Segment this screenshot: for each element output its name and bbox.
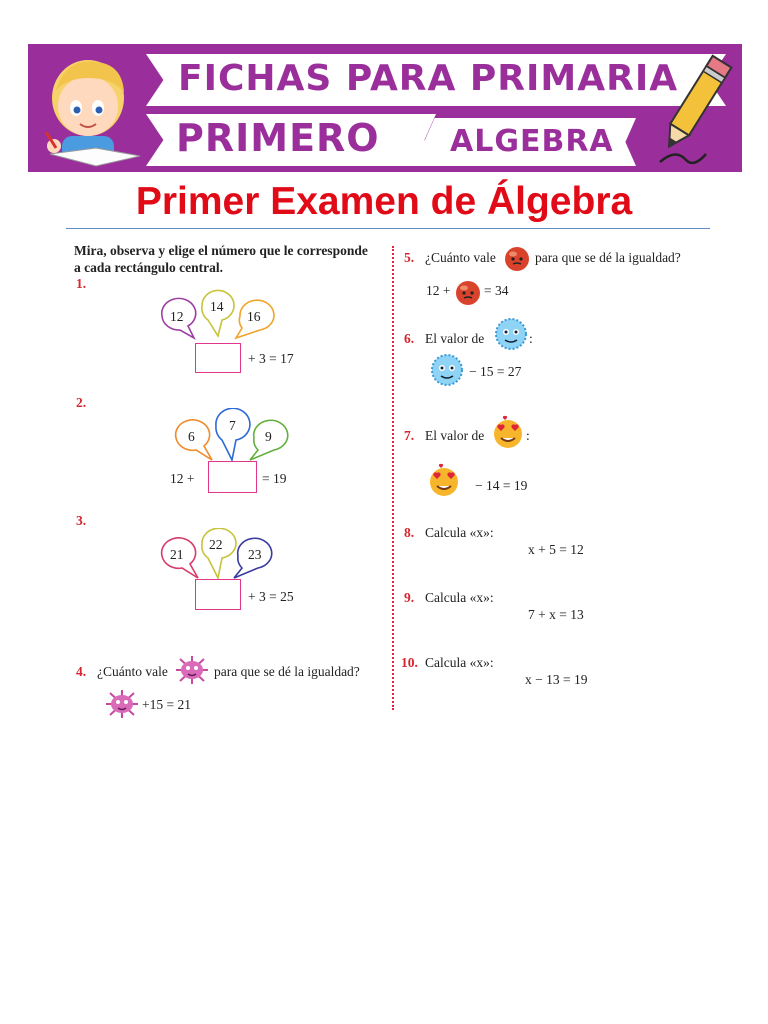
q3-option-3: 23 [248,547,262,562]
q6-equation: − 15 = 27 [469,364,522,379]
q5-text-a: ¿Cuánto vale [425,250,496,265]
q4-text-b: para que se dé la igualdad? [214,664,360,679]
banner-subject: ALGEBRA [450,124,614,159]
q2-answer-box[interactable] [208,461,257,493]
heart-eyes-emoji-icon [490,414,526,450]
q1-option-2: 14 [210,299,224,314]
heart-eyes-emoji-icon-2 [426,462,462,498]
q8-number: 8. [404,525,415,540]
child-writing-icon [36,48,148,170]
q5-equation: = 34 [484,283,509,298]
q9-text: Calcula «x»: [425,590,494,605]
q8-text: Calcula «x»: [425,525,494,540]
title-underline [66,228,710,229]
q2-prefix: 12 + [170,471,195,486]
q10-number: 10. [401,655,418,670]
q3-option-1: 21 [170,547,184,562]
q1-option-3: 16 [247,309,261,324]
q9-number: 9. [404,590,415,605]
q1-equation: + 3 = 17 [248,351,294,366]
q3-option-2: 22 [209,537,223,552]
q2-option-3: 9 [265,429,272,444]
q4-equation: +15 = 21 [142,697,191,712]
q8-equation: x + 5 = 12 [528,542,584,557]
q1-option-1: 12 [170,309,184,324]
q3-equation: + 3 = 25 [248,589,294,604]
q3-number: 3. [76,513,87,528]
q4-number: 4. [76,664,87,679]
q6-number: 6. [404,331,415,346]
q3-answer-box[interactable] [195,579,241,610]
q10-text: Calcula «x»: [425,655,494,670]
q5-prefix: 12 + [426,283,451,298]
q7-text: El valor de [425,428,485,443]
q6-colon: : [529,331,533,346]
q5-text-b: para que se dé la igualdad? [535,250,681,265]
red-ball-face-icon-2 [454,278,482,306]
q10-equation: x − 13 = 19 [525,672,588,687]
q1-number: 1. [76,276,87,291]
pink-virus-icon [174,654,210,686]
q6-text: El valor de [425,331,485,346]
q4-text-a: ¿Cuánto vale [97,664,168,679]
column-divider [392,246,394,710]
instructions-line1: Mira, observa y elige el número que le corresponde [74,243,368,258]
q7-equation: − 14 = 19 [475,478,528,493]
q7-colon: : [526,428,530,443]
q2-option-1: 6 [188,429,195,444]
banner-line2: PRIMERO [176,116,380,160]
q9-equation: 7 + x = 13 [528,607,584,622]
q5-number: 5. [404,250,415,265]
red-ball-face-icon [503,244,531,272]
banner-line1: FICHAS PARA PRIMARIA [178,58,679,99]
q2-option-2: 7 [229,418,236,433]
blue-virus-icon-2 [428,352,466,388]
q2-equation: = 19 [262,471,287,486]
blue-virus-icon [492,316,530,352]
q1-answer-box[interactable] [195,343,241,373]
page-title: Primer Examen de Álgebra [135,180,633,223]
pencil-icon [650,50,740,168]
header-banner [28,44,742,172]
pink-virus-icon-2 [104,688,140,720]
q7-number: 7. [404,428,415,443]
instructions-line2: a cada rectángulo central. [74,260,223,275]
q2-number: 2. [76,395,87,410]
